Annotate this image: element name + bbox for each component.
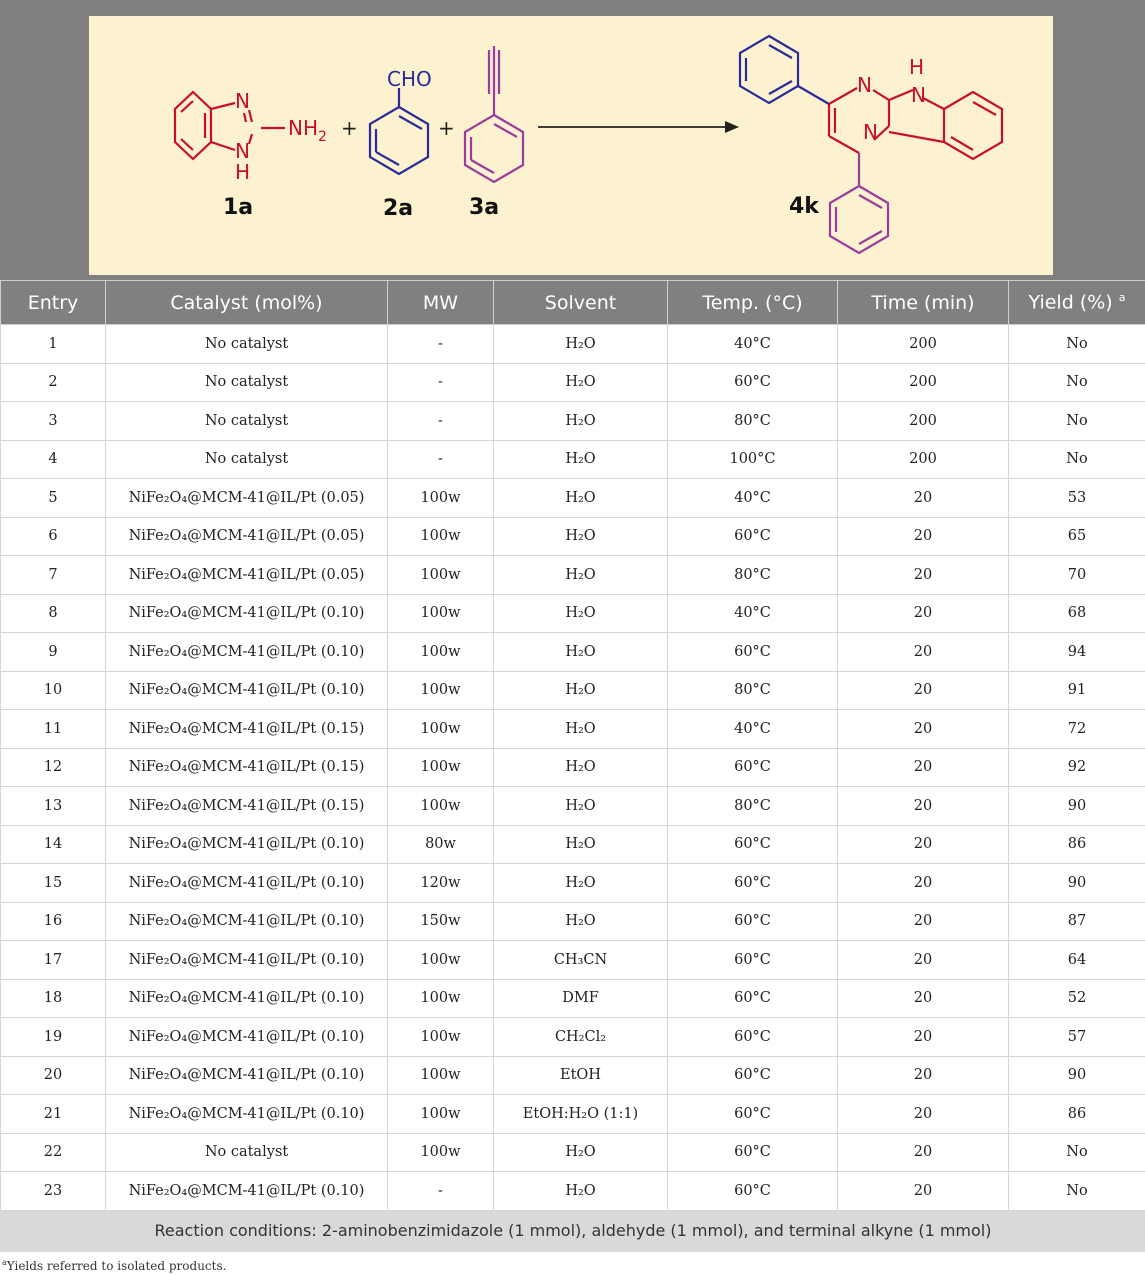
atom-n-1a-top: N bbox=[235, 89, 250, 113]
atom-n-4k-top: N bbox=[857, 73, 872, 97]
cell-temp: 40°C bbox=[668, 325, 838, 364]
cell-mw: 100w bbox=[388, 787, 494, 826]
table-row bbox=[1, 556, 1145, 595]
cell-yield: No bbox=[1009, 1133, 1145, 1172]
cell-entry: 23 bbox=[1, 1172, 106, 1211]
cell-yield: 53 bbox=[1009, 479, 1145, 518]
cell-temp: 40°C bbox=[668, 479, 838, 518]
cell-mw: 100w bbox=[388, 979, 494, 1018]
cell-yield: 70 bbox=[1009, 556, 1145, 595]
cell-temp: 60°C bbox=[668, 1133, 838, 1172]
cell-entry: 22 bbox=[1, 1133, 106, 1172]
table-row bbox=[1, 902, 1145, 941]
cell-mw: - bbox=[388, 1172, 494, 1211]
cell-solvent: H₂O bbox=[494, 633, 668, 672]
cell-catalyst: NiFe₂O₄@MCM-41@IL/Pt (0.05) bbox=[106, 479, 388, 518]
atom-cho: CHO bbox=[387, 67, 432, 91]
cell-solvent: DMF bbox=[494, 979, 668, 1018]
cell-solvent: H₂O bbox=[494, 402, 668, 441]
cell-temp: 60°C bbox=[668, 1018, 838, 1057]
cell-time: 20 bbox=[838, 633, 1009, 672]
cell-catalyst: NiFe₂O₄@MCM-41@IL/Pt (0.15) bbox=[106, 787, 388, 826]
cell-mw: - bbox=[388, 402, 494, 441]
cell-temp: 80°C bbox=[668, 402, 838, 441]
cell-time: 20 bbox=[838, 671, 1009, 710]
cell-solvent: CH₂Cl₂ bbox=[494, 1018, 668, 1057]
table-row bbox=[1, 479, 1145, 518]
col-catalyst: Catalyst (mol%) bbox=[106, 281, 388, 325]
cell-catalyst: NiFe₂O₄@MCM-41@IL/Pt (0.10) bbox=[106, 941, 388, 980]
footnote-mark: a bbox=[2, 1258, 7, 1267]
cell-temp: 60°C bbox=[668, 825, 838, 864]
cell-mw: 100w bbox=[388, 479, 494, 518]
compound-1a bbox=[175, 92, 285, 159]
cell-solvent: H₂O bbox=[494, 1172, 668, 1211]
cell-yield: 65 bbox=[1009, 517, 1145, 556]
cell-catalyst: NiFe₂O₄@MCM-41@IL/Pt (0.10) bbox=[106, 671, 388, 710]
cell-time: 20 bbox=[838, 479, 1009, 518]
atom-n-1a-bottom: N bbox=[235, 139, 250, 163]
cell-catalyst: NiFe₂O₄@MCM-41@IL/Pt (0.10) bbox=[106, 902, 388, 941]
cell-entry: 1 bbox=[1, 325, 106, 364]
label-4k: 4k bbox=[789, 194, 819, 219]
cell-time: 20 bbox=[838, 979, 1009, 1018]
compound-4k-blue-ring bbox=[740, 36, 829, 104]
cell-entry: 5 bbox=[1, 479, 106, 518]
reaction-arrow bbox=[538, 121, 739, 133]
col-mw: MW bbox=[388, 281, 494, 325]
cell-solvent: H₂O bbox=[494, 710, 668, 749]
cell-time: 20 bbox=[838, 787, 1009, 826]
cell-catalyst: NiFe₂O₄@MCM-41@IL/Pt (0.10) bbox=[106, 1095, 388, 1134]
cell-catalyst: NiFe₂O₄@MCM-41@IL/Pt (0.15) bbox=[106, 748, 388, 787]
cell-entry: 21 bbox=[1, 1095, 106, 1134]
cell-mw: - bbox=[388, 440, 494, 479]
cell-mw: 100w bbox=[388, 594, 494, 633]
table-row bbox=[1, 1172, 1145, 1211]
cell-time: 20 bbox=[838, 1133, 1009, 1172]
label-3a: 3a bbox=[469, 195, 500, 220]
cell-yield: 92 bbox=[1009, 748, 1145, 787]
cell-temp: 40°C bbox=[668, 710, 838, 749]
cell-solvent: H₂O bbox=[494, 556, 668, 595]
cell-solvent: H₂O bbox=[494, 864, 668, 903]
cell-solvent: H₂O bbox=[494, 479, 668, 518]
cell-temp: 60°C bbox=[668, 1095, 838, 1134]
cell-time: 200 bbox=[838, 363, 1009, 402]
cell-entry: 9 bbox=[1, 633, 106, 672]
cell-yield: 90 bbox=[1009, 864, 1145, 903]
cell-entry: 6 bbox=[1, 517, 106, 556]
cell-yield: 86 bbox=[1009, 825, 1145, 864]
cell-temp: 60°C bbox=[668, 517, 838, 556]
table-header-row bbox=[1, 281, 1145, 325]
cell-time: 20 bbox=[838, 941, 1009, 980]
cell-temp: 60°C bbox=[668, 633, 838, 672]
cell-entry: 4 bbox=[1, 440, 106, 479]
plus-sign-2: + bbox=[438, 116, 455, 140]
table-row bbox=[1, 825, 1145, 864]
table-row bbox=[1, 864, 1145, 903]
label-2a: 2a bbox=[383, 196, 414, 221]
cell-catalyst: NiFe₂O₄@MCM-41@IL/Pt (0.10) bbox=[106, 825, 388, 864]
cell-time: 20 bbox=[838, 710, 1009, 749]
cell-time: 200 bbox=[838, 325, 1009, 364]
cell-yield: 90 bbox=[1009, 787, 1145, 826]
cell-entry: 19 bbox=[1, 1018, 106, 1057]
cell-entry: 13 bbox=[1, 787, 106, 826]
cell-solvent: EtOH bbox=[494, 1056, 668, 1095]
cell-temp: 60°C bbox=[668, 1056, 838, 1095]
table-row bbox=[1, 363, 1145, 402]
cell-catalyst: No catalyst bbox=[106, 325, 388, 364]
cell-yield: 91 bbox=[1009, 671, 1145, 710]
cell-entry: 15 bbox=[1, 864, 106, 903]
cell-catalyst: NiFe₂O₄@MCM-41@IL/Pt (0.15) bbox=[106, 710, 388, 749]
cell-temp: 60°C bbox=[668, 979, 838, 1018]
cell-temp: 80°C bbox=[668, 671, 838, 710]
cell-catalyst: NiFe₂O₄@MCM-41@IL/Pt (0.10) bbox=[106, 633, 388, 672]
cell-yield: No bbox=[1009, 325, 1145, 364]
cell-entry: 8 bbox=[1, 594, 106, 633]
cell-yield: 94 bbox=[1009, 633, 1145, 672]
cell-catalyst: NiFe₂O₄@MCM-41@IL/Pt (0.10) bbox=[106, 864, 388, 903]
col-temp: Temp. (°C) bbox=[668, 281, 838, 325]
scheme-drawing bbox=[89, 16, 1053, 275]
cell-mw: 80w bbox=[388, 825, 494, 864]
cell-temp: 60°C bbox=[668, 748, 838, 787]
atom-h-1a: H bbox=[235, 160, 251, 184]
table-row bbox=[1, 594, 1145, 633]
cell-mw: 100w bbox=[388, 941, 494, 980]
cell-solvent: H₂O bbox=[494, 440, 668, 479]
cell-time: 20 bbox=[838, 556, 1009, 595]
cell-catalyst: NiFe₂O₄@MCM-41@IL/Pt (0.10) bbox=[106, 1172, 388, 1211]
cell-temp: 100°C bbox=[668, 440, 838, 479]
table-row bbox=[1, 748, 1145, 787]
cell-yield: 52 bbox=[1009, 979, 1145, 1018]
cell-entry: 7 bbox=[1, 556, 106, 595]
compound-4k-purple-ring bbox=[830, 153, 888, 253]
cell-mw: 100w bbox=[388, 710, 494, 749]
cell-mw: 100w bbox=[388, 556, 494, 595]
cell-time: 20 bbox=[838, 864, 1009, 903]
cell-entry: 11 bbox=[1, 710, 106, 749]
plus-sign-1: + bbox=[341, 116, 358, 140]
cell-catalyst: No catalyst bbox=[106, 440, 388, 479]
cell-mw: 100w bbox=[388, 633, 494, 672]
cell-yield: No bbox=[1009, 1172, 1145, 1211]
cell-yield: No bbox=[1009, 440, 1145, 479]
atom-n-4k-bridge: N bbox=[863, 120, 878, 144]
table-body bbox=[1, 325, 1145, 1211]
cell-catalyst: NiFe₂O₄@MCM-41@IL/Pt (0.10) bbox=[106, 979, 388, 1018]
cell-mw: 100w bbox=[388, 1018, 494, 1057]
col-entry: Entry bbox=[1, 281, 106, 325]
optimization-table bbox=[0, 280, 1145, 1252]
cell-entry: 14 bbox=[1, 825, 106, 864]
cell-mw: 100w bbox=[388, 517, 494, 556]
footnote-text: Yields referred to isolated products. bbox=[6, 1259, 227, 1273]
table-row bbox=[1, 1133, 1145, 1172]
table-row bbox=[1, 633, 1145, 672]
cell-entry: 10 bbox=[1, 671, 106, 710]
atom-nh2: $NH_2$ bbox=[288, 116, 327, 145]
cell-temp: 60°C bbox=[668, 941, 838, 980]
cell-time: 20 bbox=[838, 1095, 1009, 1134]
cell-time: 20 bbox=[838, 1056, 1009, 1095]
cell-temp: 60°C bbox=[668, 864, 838, 903]
cell-catalyst: NiFe₂O₄@MCM-41@IL/Pt (0.10) bbox=[106, 1018, 388, 1057]
cell-temp: 40°C bbox=[668, 594, 838, 633]
cell-entry: 18 bbox=[1, 979, 106, 1018]
cell-temp: 60°C bbox=[668, 902, 838, 941]
table-row bbox=[1, 979, 1145, 1018]
table-row bbox=[1, 402, 1145, 441]
compound-3a bbox=[465, 46, 523, 182]
cell-yield: 57 bbox=[1009, 1018, 1145, 1057]
cell-yield: 90 bbox=[1009, 1056, 1145, 1095]
cell-temp: 80°C bbox=[668, 787, 838, 826]
cell-time: 20 bbox=[838, 825, 1009, 864]
table-row bbox=[1, 325, 1145, 364]
cell-mw: 100w bbox=[388, 1133, 494, 1172]
cell-time: 20 bbox=[838, 594, 1009, 633]
col-solvent: Solvent bbox=[494, 281, 668, 325]
cell-time: 200 bbox=[838, 440, 1009, 479]
cell-temp: 60°C bbox=[668, 363, 838, 402]
cell-entry: 2 bbox=[1, 363, 106, 402]
cell-mw: 100w bbox=[388, 748, 494, 787]
cell-mw: 100w bbox=[388, 1056, 494, 1095]
table-row bbox=[1, 1056, 1145, 1095]
cell-temp: 60°C bbox=[668, 1172, 838, 1211]
cell-catalyst: NiFe₂O₄@MCM-41@IL/Pt (0.05) bbox=[106, 556, 388, 595]
atom-nh-4k: N bbox=[911, 83, 926, 107]
cell-mw: 120w bbox=[388, 864, 494, 903]
compound-2a bbox=[370, 88, 428, 174]
cell-mw: - bbox=[388, 325, 494, 364]
cell-solvent: H₂O bbox=[494, 748, 668, 787]
cell-time: 20 bbox=[838, 517, 1009, 556]
label-1a: 1a bbox=[223, 195, 254, 220]
cell-solvent: H₂O bbox=[494, 671, 668, 710]
cell-solvent: H₂O bbox=[494, 517, 668, 556]
cell-solvent: H₂O bbox=[494, 787, 668, 826]
cell-catalyst: NiFe₂O₄@MCM-41@IL/Pt (0.10) bbox=[106, 1056, 388, 1095]
reaction-conditions: Reaction conditions: 2-aminobenzimidazole (1 mmol), aldehyde (1 mmol), and terminal alkyne (1 mmol) bbox=[1, 1210, 1145, 1251]
cell-solvent: H₂O bbox=[494, 594, 668, 633]
cell-entry: 17 bbox=[1, 941, 106, 980]
cell-yield: 86 bbox=[1009, 1095, 1145, 1134]
cell-time: 200 bbox=[838, 402, 1009, 441]
table-row bbox=[1, 941, 1145, 980]
cell-catalyst: NiFe₂O₄@MCM-41@IL/Pt (0.05) bbox=[106, 517, 388, 556]
cell-solvent: H₂O bbox=[494, 325, 668, 364]
table-row bbox=[1, 671, 1145, 710]
table-row bbox=[1, 710, 1145, 749]
table-row bbox=[1, 1095, 1145, 1134]
cell-yield: No bbox=[1009, 363, 1145, 402]
cell-solvent: H₂O bbox=[494, 902, 668, 941]
yield-footnote-mark: a bbox=[1118, 291, 1126, 305]
table-row bbox=[1, 440, 1145, 479]
cell-solvent: EtOH:H₂O (1:1) bbox=[494, 1095, 668, 1134]
atom-h-4k: H bbox=[909, 55, 925, 79]
cell-temp: 80°C bbox=[668, 556, 838, 595]
cell-mw: - bbox=[388, 363, 494, 402]
reaction-scheme bbox=[89, 16, 1053, 275]
cell-yield: 72 bbox=[1009, 710, 1145, 749]
cell-yield: 87 bbox=[1009, 902, 1145, 941]
cell-solvent: H₂O bbox=[494, 1133, 668, 1172]
scheme-frame bbox=[0, 0, 1145, 280]
col-time: Time (min) bbox=[838, 281, 1009, 325]
cell-solvent: CH₃CN bbox=[494, 941, 668, 980]
cell-mw: 150w bbox=[388, 902, 494, 941]
cell-catalyst: No catalyst bbox=[106, 363, 388, 402]
cell-entry: 3 bbox=[1, 402, 106, 441]
footnote bbox=[2, 1258, 226, 1273]
cell-mw: 100w bbox=[388, 671, 494, 710]
col-yield: Yield (%) $^a$ bbox=[1009, 281, 1145, 325]
conditions-row bbox=[1, 1210, 1145, 1251]
cell-catalyst: No catalyst bbox=[106, 1133, 388, 1172]
cell-mw: 100w bbox=[388, 1095, 494, 1134]
cell-time: 20 bbox=[838, 1172, 1009, 1211]
cell-time: 20 bbox=[838, 1018, 1009, 1057]
cell-time: 20 bbox=[838, 748, 1009, 787]
cell-solvent: H₂O bbox=[494, 825, 668, 864]
cell-time: 20 bbox=[838, 902, 1009, 941]
table-row bbox=[1, 517, 1145, 556]
table-row bbox=[1, 1018, 1145, 1057]
cell-solvent: H₂O bbox=[494, 363, 668, 402]
table-row bbox=[1, 787, 1145, 826]
cell-yield: 64 bbox=[1009, 941, 1145, 980]
cell-catalyst: No catalyst bbox=[106, 402, 388, 441]
cell-yield: No bbox=[1009, 402, 1145, 441]
cell-catalyst: NiFe₂O₄@MCM-41@IL/Pt (0.10) bbox=[106, 594, 388, 633]
cell-entry: 16 bbox=[1, 902, 106, 941]
cell-entry: 12 bbox=[1, 748, 106, 787]
cell-yield: 68 bbox=[1009, 594, 1145, 633]
cell-entry: 20 bbox=[1, 1056, 106, 1095]
